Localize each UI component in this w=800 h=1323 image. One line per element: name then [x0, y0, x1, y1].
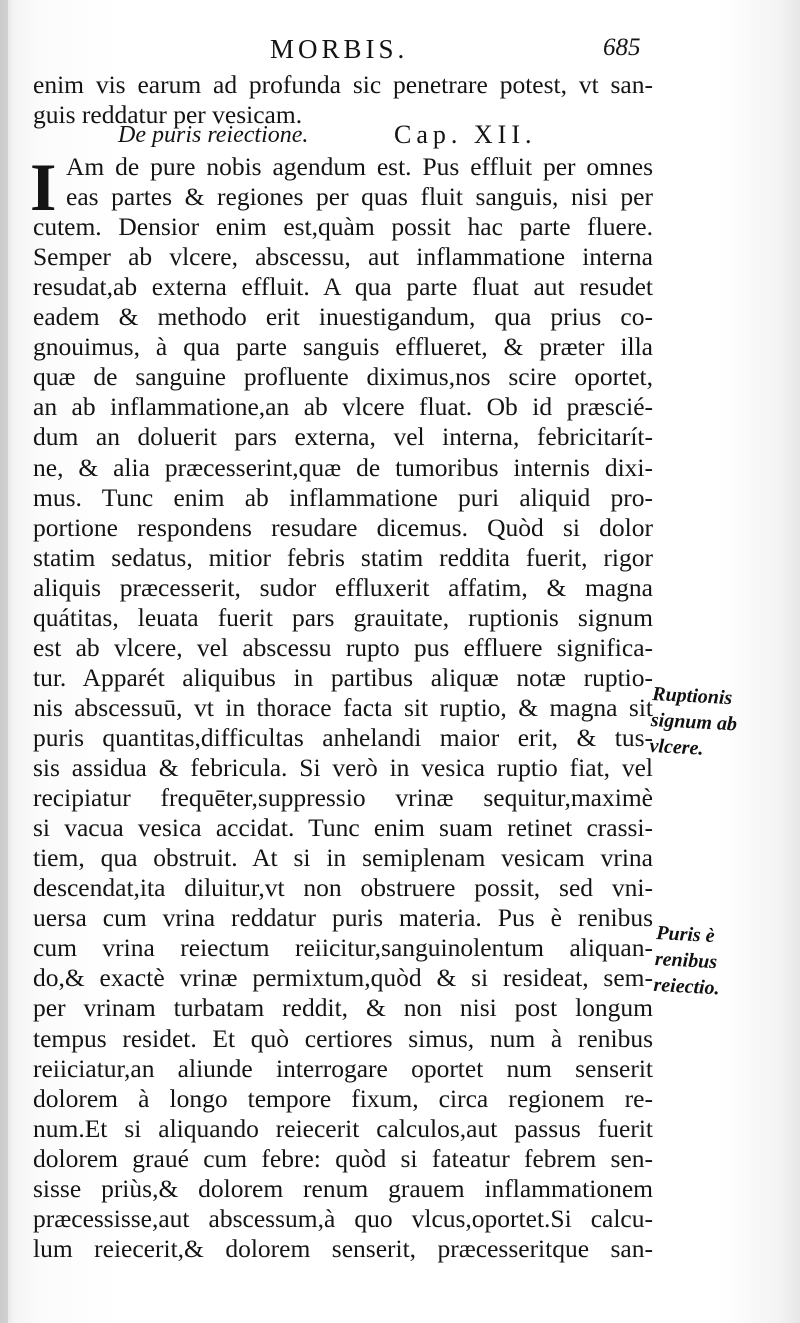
text-line: cum vrina reiectum reiicitur,sanguinolentum aliquan-	[33, 933, 653, 963]
margin-note-puris	[653, 920, 723, 1001]
margin-note-line: vlcere.	[649, 734, 704, 760]
text-line: enim vis earum ad profunda sic penetrare potest, vt san-	[33, 70, 653, 99]
text-line: ne, & alia præcesserint,quæ de tumoribus internis dixi-	[33, 452, 653, 482]
margin-note-line: reiectio.	[653, 973, 721, 1000]
text-line: quæ de sanguine profluente diximus,nos scire oportet,	[33, 362, 653, 392]
text-line: eas partes & regiones per quas fluit sanguis, nisi per	[66, 182, 653, 212]
chapter-heading	[118, 120, 618, 150]
text-line: reiiciatur,an aliunde interrogare oportet num senserit	[33, 1053, 653, 1083]
text-line: si vacua vesica accidat. Tunc enim suam retinet crassi-	[33, 813, 653, 843]
text-line: per vrinam turbatam reddit, & non nisi post longum	[33, 993, 653, 1023]
text-line: Am de pure nobis agendum est. Pus effluit per omnes	[66, 152, 653, 181]
chapter-number: Cap. XII.	[394, 120, 537, 149]
text-line: puris quantitas,difficultas anhelandi maior erit, & tus-	[33, 723, 653, 752]
text-line: do,& exactè vrinæ permixtum,quòd & si resideat, sem-	[33, 963, 653, 993]
text-line: dum an doluerit pars externa, vel interna, febricitarít-	[33, 422, 653, 452]
text-line: gnouimus, à qua parte sanguis efflueret, & præter illa	[33, 332, 653, 362]
margin-note-line: Puris è	[655, 921, 716, 948]
text-line: tiem, qua obstruit. At si in semiplenam vesicam vrina	[33, 843, 653, 873]
running-head: MORBIS.	[270, 34, 409, 64]
text-line: recipiatur frequēter,suppressio vrinæ sequitur,maximè	[33, 783, 653, 813]
text-line: Semper ab vlcere, abscessu, aut inflammatione interna	[33, 242, 653, 272]
text-line: an ab inflammatione,an ab vlcere fluat. Ob id præscié-	[33, 392, 653, 422]
text-line: cutem. Densior enim est,quàm possit hac parte fluere.	[33, 212, 653, 242]
text-line: nis abscessuū, vt in thorace facta sit ruptio, & magna sit	[33, 692, 653, 722]
text-line: eadem & methodo erit inuestigandum, qua prius co-	[33, 302, 653, 332]
page-number: 685	[603, 34, 641, 61]
chapter-title: De puris reiectione.	[118, 122, 309, 148]
drop-capital: I	[30, 149, 57, 225]
text-line: guis reddatur per vesicam.	[33, 100, 303, 129]
text-line: sisse priùs,& dolorem renum grauem inflammationem	[33, 1173, 653, 1203]
text-line: uersa cum vrina reddatur puris materia. Pus è renibus	[33, 903, 653, 933]
text-line: tur. Apparét aliquibus in partibus aliquæ notæ ruptio-	[33, 662, 653, 692]
text-line: tempus residet. Et quò certiores simus, num à renibus	[33, 1023, 653, 1053]
text-line: resudat,ab externa effluit. A qua parte fluat aut resudet	[33, 272, 653, 302]
text-line: præcessisse,aut abscessum,à quo vlcus,oportet.Si calcu-	[33, 1203, 653, 1233]
margin-note-line: renibus	[654, 947, 718, 974]
margin-note-ruptionis	[649, 681, 739, 763]
binding-shadow	[0, 0, 8, 1323]
text-line: dolorem graué cum febre: quòd si fateatur febrem sen-	[33, 1143, 653, 1173]
text-line: descendat,ita diluitur,vt non obstruere possit, sed vni-	[33, 873, 653, 903]
text-line: mus. Tunc enim ab inflammatione puri aliquid pro-	[33, 482, 653, 512]
text-line: est ab vlcere, vel abscessu rupto pus effluere significa-	[33, 632, 653, 662]
text-line: aliquis præcesserit, sudor effluxerit affatim, & magna	[33, 572, 653, 602]
text-line: num.Et si aliquando reiecerit calculos,aut passus fuerit	[33, 1113, 653, 1143]
text-line: sis assidua & febricula. Si verò in vesica ruptio fiat, vel	[33, 753, 653, 782]
margin-note-line: signum ab	[650, 708, 738, 736]
text-line: portione respondens resudare dicemus. Quòd si dolor	[33, 512, 653, 542]
text-line: dolorem à longo tempore fixum, circa regionem re-	[33, 1083, 653, 1113]
margin-note-line: Ruptionis	[651, 682, 733, 710]
text-line: lum reiecerit,& dolorem senserit, præcesseritque san-	[33, 1233, 653, 1263]
text-line: quátitas, leuata fuerit pars grauitate, ruptionis signum	[33, 602, 653, 632]
text-line: statim sedatus, mitior febris statim reddita fuerit, rigor	[33, 542, 653, 572]
